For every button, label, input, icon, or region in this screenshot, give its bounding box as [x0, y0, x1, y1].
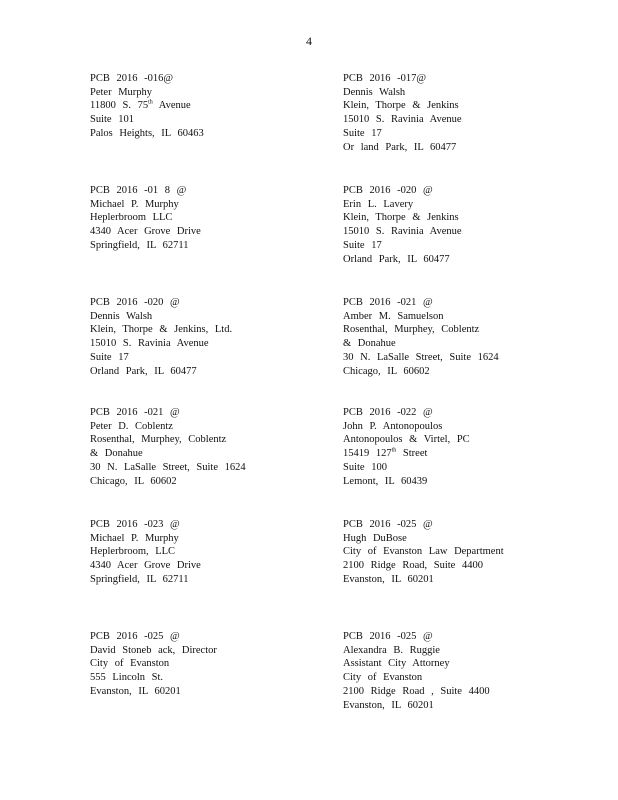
ordinal-suffix: th [148, 99, 153, 106]
street-address: 15010 S. Ravinia Avenue [90, 338, 209, 350]
recipient-name: John P. Antonopoulos [343, 420, 443, 432]
street-address: 30 N. LaSalle Street, Suite 1624 [90, 461, 246, 473]
city-state-zip: Lemont, IL 60439 [343, 475, 428, 487]
street-address: 2100 Ridge Road , Suite 4400 [343, 685, 490, 697]
city-state-zip: Evanston, IL 60201 [343, 573, 434, 585]
service-entry-murphy-016 [90, 72, 320, 141]
city-state-zip: Evanston, IL 60201 [90, 685, 181, 697]
city-state-zip: Springfield, IL 62711 [90, 239, 189, 251]
firm-name: Klein, Thorpe & Jenkins, Ltd. [90, 324, 233, 336]
suite: Suite 101 [90, 114, 134, 126]
suite: Suite 17 [343, 239, 382, 251]
recipient-title: Assistant City Attorney [343, 658, 450, 670]
firm-name: Rosenthal, Murphey, Coblentz [343, 324, 480, 336]
recipient-name: Amber M. Samuelson [343, 310, 444, 322]
organization-name: City of Evanston [343, 672, 423, 684]
case-number: PCB 2016 -016@ [90, 73, 174, 84]
street-address: 4340 Acer Grove Drive [90, 226, 201, 238]
city-state-zip: Chicago, IL 60602 [90, 475, 177, 487]
case-number: PCB 2016 -020 @ [343, 185, 433, 196]
case-number: PCB 2016 -025 @ [343, 519, 433, 530]
suite: Suite 100 [343, 461, 387, 473]
recipient-name: Erin L. Lavery [343, 198, 414, 210]
city-state-zip: Evanston, IL 60201 [343, 699, 434, 711]
street-address: 15010 S. Ravinia Avenue [343, 114, 462, 126]
street-address: 2100 Ridge Road, Suite 4400 [343, 560, 483, 572]
firm-name: Klein, Thorpe & Jenkins [343, 212, 459, 224]
service-entry-antonopoulos-022 [343, 406, 573, 488]
city-state-zip: Or land Park, IL 60477 [343, 141, 457, 153]
firm-name: Heplerbroom LLC [90, 212, 173, 224]
firm-name: Rosenthal, Murphey, Coblentz [90, 434, 227, 446]
organization-name: City of Evanston [90, 658, 170, 670]
firm-name: Klein, Thorpe & Jenkins [343, 100, 459, 112]
city-state-zip: Orland Park, IL 60477 [90, 365, 197, 377]
recipient-name: Michael P. Murphy [90, 198, 179, 210]
recipient-name: Dennis Walsh [90, 310, 153, 322]
case-number: PCB 2016 -025 @ [343, 631, 433, 642]
service-entry-lavery-020 [343, 184, 573, 266]
suite: Suite 17 [343, 127, 382, 139]
service-entry-stoneback-025 [90, 630, 320, 699]
city-state-zip: Springfield, IL 62711 [90, 573, 189, 585]
city-state-zip: Chicago, IL 60602 [343, 365, 430, 377]
firm-name: Heplerbroom, LLC [90, 546, 176, 558]
case-number: PCB 2016 -025 @ [90, 631, 180, 642]
recipient-name: Michael P. Murphy [90, 532, 179, 544]
recipient-name: Alexandra B. Ruggie [343, 644, 440, 656]
service-entry-samuelson-021 [343, 296, 573, 378]
case-number: PCB 2016 -023 @ [90, 519, 180, 530]
street-address: 4340 Acer Grove Drive [90, 560, 201, 572]
recipient-name: Peter D. Coblentz [90, 420, 173, 432]
organization-name: City of Evanston Law Department [343, 546, 504, 558]
firm-name-continued: & Donahue [90, 448, 143, 460]
service-entry-ruggie-025 [343, 630, 573, 712]
case-number: PCB 2016 -01 8 @ [90, 185, 187, 196]
suite: Suite 17 [90, 351, 129, 363]
city-state-zip: Orland Park, IL 60477 [343, 253, 450, 265]
street-address: 15010 S. Ravinia Avenue [343, 226, 462, 238]
ordinal-suffix: th [391, 447, 397, 454]
case-number: PCB 2016 -022 @ [343, 407, 433, 418]
case-number: PCB 2016 -017@ [343, 73, 427, 84]
street-address: 30 N. LaSalle Street, Suite 1624 [343, 351, 499, 363]
street-address: 11800 S. 75th Avenue [90, 99, 191, 112]
firm-name: Antonopoulos & Virtel, PC [343, 434, 470, 446]
service-entry-coblentz-021 [90, 406, 320, 488]
recipient-name: Hugh DuBose [343, 532, 407, 544]
recipient-name: Peter Murphy [90, 86, 153, 98]
case-number: PCB 2016 -020 @ [90, 297, 180, 308]
recipient-name: David Stoneb ack, Director [90, 644, 217, 656]
recipient-name: Dennis Walsh [343, 86, 406, 98]
page-number: 4 [306, 34, 312, 48]
service-entry-murphy-023 [90, 518, 320, 587]
city-state-zip: Palos Heights, IL 60463 [90, 127, 204, 139]
street-address: 555 Lincoln St. [90, 672, 164, 684]
street-address: 15419 127th Street [343, 447, 428, 460]
firm-name-continued: & Donahue [343, 338, 396, 350]
service-entry-dubose-025 [343, 518, 573, 587]
service-entry-murphy-018 [90, 184, 320, 253]
service-entry-walsh-017 [343, 72, 573, 154]
case-number: PCB 2016 -021 @ [90, 407, 180, 418]
case-number: PCB 2016 -021 @ [343, 297, 433, 308]
service-entry-walsh-020 [90, 296, 320, 378]
